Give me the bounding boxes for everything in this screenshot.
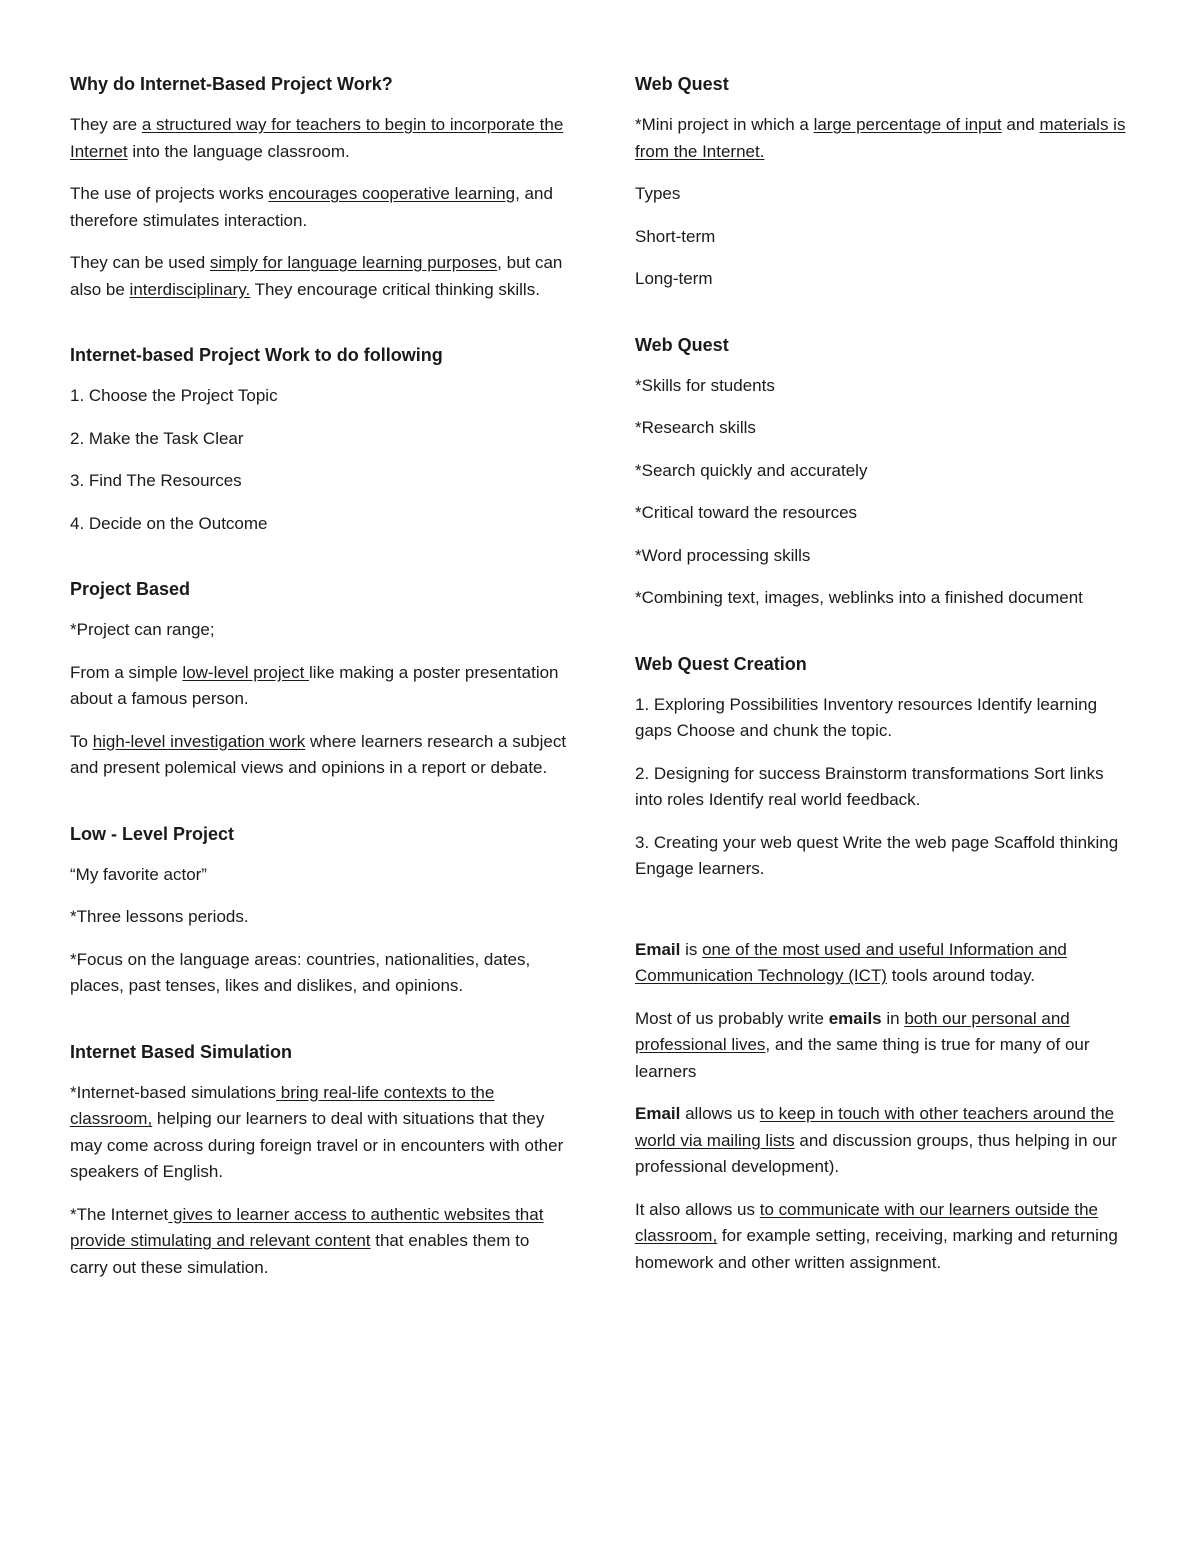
paragraph: Most of us probably write emails in both our personal and professional lives, and the same thing is true for many of our learners: [635, 1008, 1090, 1081]
list-item: *Research skills: [635, 418, 756, 437]
list-item: Short-term: [635, 226, 716, 246]
paragraph: *Focus on the language areas: countries, nationalities, dates, places, past tenses, likes and dislikes, and opinions.: [70, 949, 531, 995]
paragraph: To high-level investigation work where learners research a subject and present polemical views and opinions in a report or debate.: [70, 731, 567, 777]
section-email: [635, 923, 1135, 1277]
section-internet-simulation: [70, 1040, 570, 1282]
paragraph: Email is one of the most used and useful Information and Communication Technology (ICT) tools around today.: [635, 939, 1067, 985]
list-item: *Critical toward the resources: [635, 503, 858, 522]
section-title: Low - Level Project: [70, 823, 235, 844]
list-item: Types: [635, 184, 681, 203]
list-item: 3. Creating your web quest Write the web page Scaffold thinking Engage learners.: [635, 832, 1119, 878]
list-item: 1. Exploring Possibilities Inventory resources Identify learning gaps Choose and chunk the topic.: [635, 694, 1098, 740]
paragraph: “My favorite actor”: [70, 864, 207, 884]
paragraph: *The Internet gives to learner access to authentic websites that provide stimulating and relevant content that enables them to carry out these simulation.: [70, 1204, 544, 1277]
paragraph: *Three lessons periods.: [70, 907, 249, 926]
list-item: 2. Make the Task Clear: [70, 428, 244, 448]
list-item: *Skills for students: [635, 375, 775, 395]
paragraph: Email allows us to keep in touch with other teachers around the world via mailing lists and discussion groups, thus helping in our professional development).: [635, 1104, 1117, 1176]
list-item: *Combining text, images, weblinks into a finished document: [635, 588, 1083, 607]
list-item: 3. Find The Resources: [70, 471, 242, 490]
section-title: Project Based: [70, 579, 191, 599]
list-item: *Search quickly and accurately: [635, 460, 868, 480]
section-title: Web Quest Creation: [635, 653, 807, 674]
paragraph: From a simple low-level project like making a poster presentation about a famous person.: [70, 662, 559, 708]
section-web-quest-creation: [635, 652, 1135, 883]
list-item: Long-term: [635, 269, 713, 288]
section-title: Internet Based Simulation: [70, 1041, 293, 1062]
right-column: [635, 72, 1135, 1316]
list-item: 1. Choose the Project Topic: [70, 386, 278, 405]
section-project-work-steps: [70, 343, 570, 537]
paragraph: They can be used simply for language learning purposes, but can also be interdisciplinary. They encourage critical thinking skills.: [70, 253, 563, 299]
list-item: *Word processing skills: [635, 545, 811, 565]
paragraph: The use of projects works encourages cooperative learning, and therefore stimulates interaction.: [70, 184, 553, 230]
section-title: Web Quest: [635, 334, 729, 355]
paragraph: *Mini project in which a large percentage of input and materials is from the Internet.: [635, 115, 1126, 161]
section-title: Internet-based Project Work to do following: [70, 345, 443, 365]
left-column: [70, 72, 570, 1321]
paragraph: *Internet-based simulations bring real-life contexts to the classroom, helping our learners to deal with situations that they may come across during foreign travel or in encounters with other speakers of English.: [70, 1082, 564, 1181]
paragraph: It also allows us to communicate with our learners outside the classroom, for example setting, receiving, marking and returning homework and other written assignment.: [635, 1199, 1118, 1272]
section-title: Web Quest: [635, 74, 729, 94]
list-item: 4. Decide on the Outcome: [70, 513, 268, 533]
section-why-internet-project: [70, 72, 570, 303]
section-web-quest-skills: [635, 333, 1135, 612]
paragraph: *Project can range;: [70, 620, 215, 639]
section-project-based: [70, 577, 570, 782]
section-low-level-project: [70, 822, 570, 1000]
section-title: Why do Internet-Based Project Work?: [70, 74, 393, 94]
section-web-quest: [635, 72, 1135, 293]
list-item: 2. Designing for success Brainstorm transformations Sort links into roles Identify real world feedback.: [635, 763, 1104, 809]
paragraph: They are a structured way for teachers to begin to incorporate the Internet into the language classroom.: [70, 115, 564, 161]
